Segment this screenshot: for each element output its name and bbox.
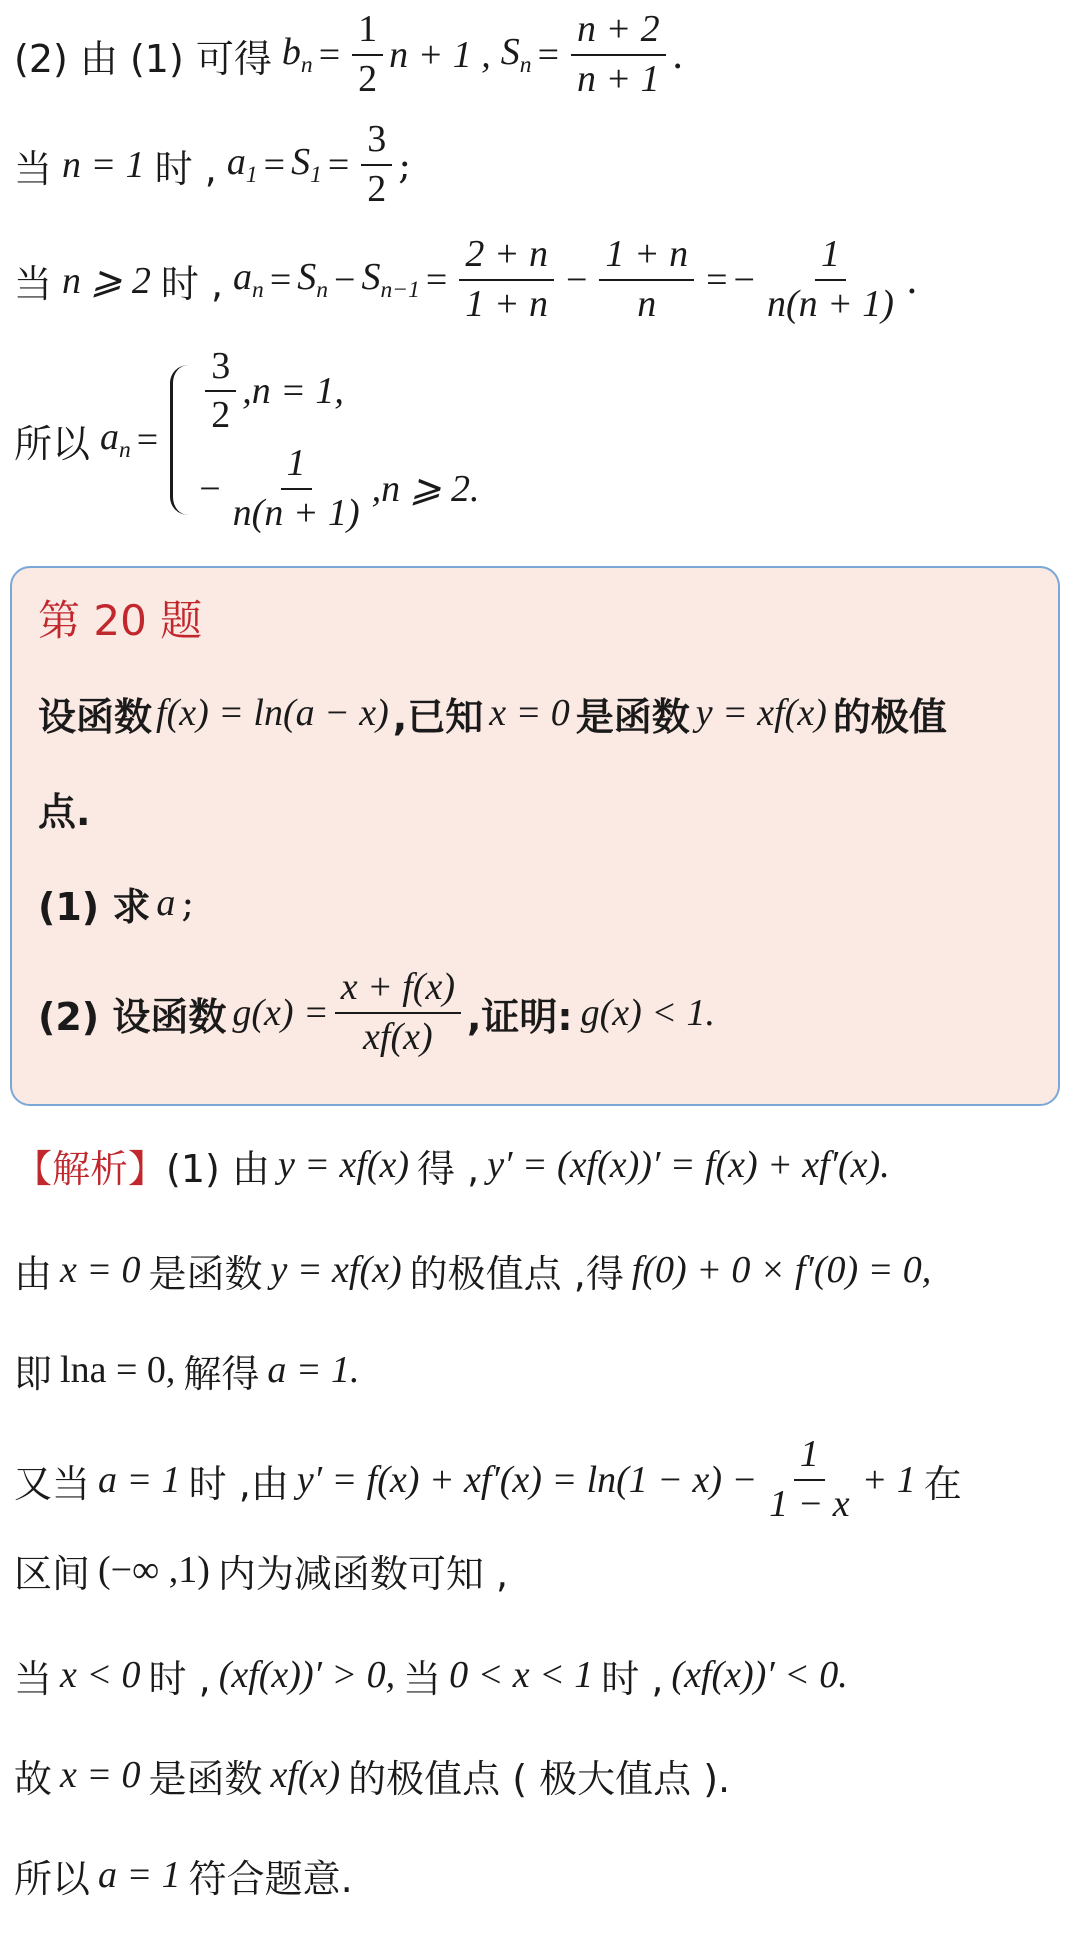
a1-symbol: $a_1$: [226, 141, 258, 189]
n2-line: 当 n ⩾ 2 时 , $a_n$ = $S_n$ − $S_{n-1}$ = $\frac{2 + n}{1 + n}$ − $\frac{1 + n}{n}$ = − $\frac{1}{n(n + 1)}$ .: [14, 233, 919, 325]
fraction-1: $\frac{2 + n}{1 + n}$: [459, 233, 554, 326]
question-stem: 设函数 f(x) = ln(a − x) ,已知 x = 0 是函数 y = xf(x) 的极值: [38, 692, 947, 739]
case-2: − $\frac{1}{n(n + 1)}$ ,n ⩾ 2.: [199, 442, 480, 534]
part2-label: (2) 由 (1) 可得: [14, 36, 272, 81]
solution-line-3: 即 lna = 0, 解得 a = 1.: [14, 1349, 360, 1396]
case-1: $\frac{3}{2}$ ,n = 1,: [199, 345, 479, 438]
bn-tail: n + 1 ,: [389, 34, 491, 76]
analysis-tag: 【解析】: [14, 1146, 167, 1191]
question-part2: (2) 设函数 g(x) = $\frac{x + f(x)}{xf(x)}$ ,证明: g(x) < 1.: [38, 966, 715, 1058]
bn-symbol: $b_n$: [281, 31, 313, 79]
question-title: 第 20 题: [38, 596, 203, 645]
solution-line-8: 所以 a = 1 符合题意.: [14, 1854, 353, 1901]
sn-fraction: $\frac{n + 2}{n + 1}$: [571, 8, 666, 101]
question-box: 第 20 题 设函数 f(x) = ln(a − x) ,已知 x = 0 是函数 y = xf(x) 的极值 点. (1) 求 a ; (2) 设函数 g(x) = $\frac{x + f(x)}{xf(x)}$ ,证明: g(x) < 1.: [10, 566, 1060, 1106]
n1-line: 当 n = 1 时 , $a_1$ = $S_1$ = $\frac{3}{2}$ ;: [14, 118, 412, 210]
solution-line-2: 由 x = 0 是函数 y = xf(x) 的极值点 ,得 f(0) + 0 × f′(0) = 0,: [14, 1249, 932, 1296]
piecewise-line: 所以 $a_n$ = $\frac{3}{2}$ ,n = 1, − $\frac{1}{n(n + 1)}$ ,n ⩾ 2.: [14, 344, 480, 534]
fraction-3: $\frac{1}{n(n + 1)}$: [766, 233, 894, 325]
solution-line-6: 当 x < 0 时 , (xf(x))′ > 0, 当 0 < x < 1 时 , (xf(x))′ < 0.: [14, 1654, 848, 1701]
fraction-2: $\frac{1 + n}{n}$: [599, 233, 694, 326]
solution-line-5: 区间 (−∞ ,1) 内为减函数可知 ,: [14, 1549, 509, 1596]
bn-fraction: $\frac{1}{2}$: [352, 8, 383, 101]
s1-symbol: $S_1$: [291, 141, 322, 189]
solution-line-7: 故 x = 0 是函数 xf(x) 的极值点 ( 极大值点 ).: [14, 1754, 731, 1801]
sn-symbol: $S_n$: [500, 31, 532, 79]
solution-line-1: 【解析】 (1) 由 y = xf(x) 得 , y′ = (xf(x))′ = f(x) + xf′(x).: [14, 1130, 890, 1200]
question-part1: (1) 求 a ;: [38, 881, 195, 929]
a1-fraction: $\frac{3}{2}$: [361, 118, 392, 211]
solution-line-4: 又当 a = 1 时 ,由 y′ = f(x) + xf′(x) = ln(1 − x) − $\frac{1}{1 - x}$ + 1 在: [14, 1433, 962, 1525]
piecewise-brace: [164, 345, 479, 536]
part2-line: (2) 由 (1) 可得 $b_n$ = $\frac{1}{2}$ n + 1 , $S_n$ = $\frac{n + 2}{n + 1}$ .: [14, 8, 684, 100]
